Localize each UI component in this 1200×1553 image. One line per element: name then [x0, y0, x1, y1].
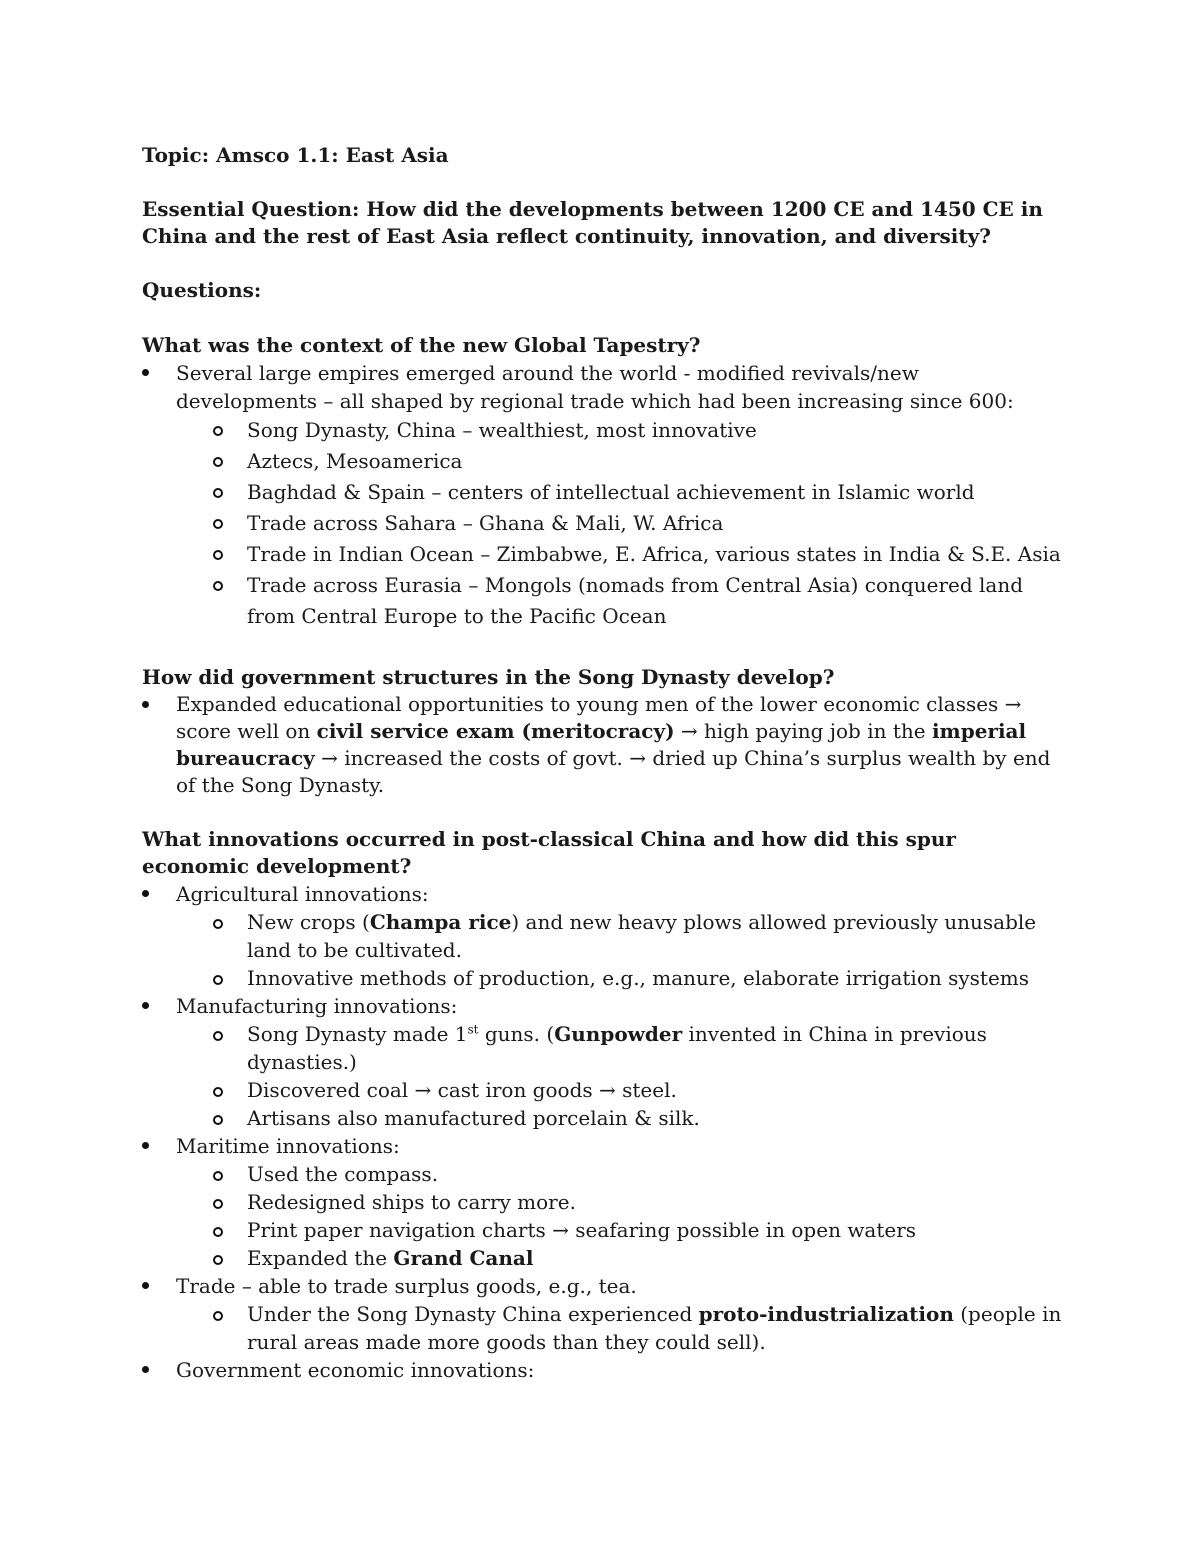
- bullet-icon: [142, 1002, 149, 1009]
- circle-bullet-icon: [213, 975, 223, 985]
- sub-list: [142, 1020, 1062, 1132]
- bullet-list: [142, 691, 1062, 799]
- sub-list-item: Expanded the Grand Canal: [213, 1244, 1062, 1272]
- circle-bullet-icon: [213, 1171, 223, 1181]
- sub-list-item: Aztecs, Mesoamerica: [213, 446, 1062, 477]
- sub-list-item: Print paper navigation charts → seafaring possible in open waters: [213, 1216, 1062, 1244]
- circle-bullet-icon: [213, 1227, 223, 1237]
- sub-list-item: Trade across Eurasia – Mongols (nomads from Central Asia) conquered land from Central Europe to the Pacific Ocean: [213, 570, 1062, 632]
- circle-bullet-icon: [213, 426, 223, 436]
- bullet-icon: [142, 1142, 149, 1149]
- sub-list-item: Redesigned ships to carry more.: [213, 1188, 1062, 1216]
- sub-list: [142, 415, 1062, 632]
- list-item: Manufacturing innovations: Song Dynasty made 1st guns. (Gunpowder invented in China in previous dynasties.) Discovered coal → cast iron goods → steel. Artisans also manufactured porcelain & silk.: [142, 992, 1062, 1132]
- list-item: Maritime innovations: Used the compass. Redesigned ships to carry more. Print paper navigation charts → seafaring possible in open waters Expanded the Grand Canal: [142, 1132, 1062, 1272]
- circle-bullet-icon: [213, 1255, 223, 1265]
- circle-bullet-icon: [213, 1087, 223, 1097]
- sub-list-item: New crops (Champa rice) and new heavy plows allowed previously unusable land to be cultivated.: [213, 908, 1062, 964]
- bullet-list: [142, 880, 1062, 1384]
- section-context: [142, 332, 1062, 632]
- sub-list-item: Song Dynasty, China – wealthiest, most innovative: [213, 415, 1062, 446]
- section-government: [142, 664, 1062, 799]
- bullet-icon: [142, 1366, 149, 1373]
- circle-bullet-icon: [213, 1031, 223, 1041]
- essential-question: Essential Question: How did the developments between 1200 CE and 1450 CE in China and the rest of East Asia reflect continuity, innovation, and diversity?: [142, 197, 1043, 248]
- sub-list-item: Used the compass.: [213, 1160, 1062, 1188]
- circle-bullet-icon: [213, 457, 223, 467]
- section-heading: What was the context of the new Global Tapestry?: [142, 333, 701, 357]
- list-item: Government economic innovations:: [142, 1356, 1062, 1384]
- sub-list-item: Artisans also manufactured porcelain & silk.: [213, 1104, 1062, 1132]
- circle-bullet-icon: [213, 1115, 223, 1125]
- sub-list-item: Baghdad & Spain – centers of intellectual achievement in Islamic world: [213, 477, 1062, 508]
- sub-list-item: Song Dynasty made 1st guns. (Gunpowder invented in China in previous dynasties.): [213, 1020, 1062, 1076]
- sub-list: [142, 1300, 1062, 1356]
- circle-bullet-icon: [213, 1311, 223, 1321]
- circle-bullet-icon: [213, 581, 223, 591]
- bullet-icon: [142, 1282, 149, 1289]
- sub-list-item: Trade across Sahara – Ghana & Mali, W. Africa: [213, 508, 1062, 539]
- circle-bullet-icon: [213, 488, 223, 498]
- bullet-icon: [142, 369, 149, 376]
- list-item-text: Several large empires emerged around the world - modified revivals/new developments – all shaped by regional trade which had been increasing since 600:: [176, 361, 1014, 413]
- questions-label: Questions:: [142, 278, 262, 302]
- bullet-icon: [142, 701, 149, 708]
- topic-line: Topic: Amsco 1.1: East Asia: [142, 143, 449, 167]
- circle-bullet-icon: [213, 550, 223, 560]
- circle-bullet-icon: [213, 1199, 223, 1209]
- sub-list-item: Discovered coal → cast iron goods → steel.: [213, 1076, 1062, 1104]
- sub-list-item: Under the Song Dynasty China experienced proto-industrialization (people in rural areas made more goods than they could sell).: [213, 1300, 1062, 1356]
- sub-list-item: Innovative methods of production, e.g., manure, elaborate irrigation systems: [213, 964, 1062, 992]
- sub-list: [142, 908, 1062, 992]
- section-innovations: [142, 826, 1062, 1384]
- circle-bullet-icon: [213, 519, 223, 529]
- section-heading: What innovations occurred in post-classical China and how did this spur economic development?: [142, 827, 956, 878]
- bullet-icon: [142, 890, 149, 897]
- bullet-list: [142, 359, 1062, 632]
- list-item: Agricultural innovations: New crops (Champa rice) and new heavy plows allowed previously unusable land to be cultivated. Innovative methods of production, e.g., manure, elaborate irrigation systems: [142, 880, 1062, 992]
- sub-list-item: Trade in Indian Ocean – Zimbabwe, E. Africa, various states in India & S.E. Asia: [213, 539, 1062, 570]
- list-item: Trade – able to trade surplus goods, e.g., tea. Under the Song Dynasty China experienced proto-industrialization (people in rural areas made more goods than they could sell).: [142, 1272, 1062, 1356]
- circle-bullet-icon: [213, 919, 223, 929]
- section-heading: How did government structures in the Song Dynasty develop?: [142, 665, 835, 689]
- sub-list: [142, 1160, 1062, 1272]
- list-item: Expanded educational opportunities to young men of the lower economic classes → score well on civil service exam (meritocracy) → high paying job in the imperial bureaucracy → increased the costs of govt. → dried up China’s surplus wealth by end of the Song Dynasty.: [142, 691, 1062, 799]
- list-item: [142, 359, 1062, 632]
